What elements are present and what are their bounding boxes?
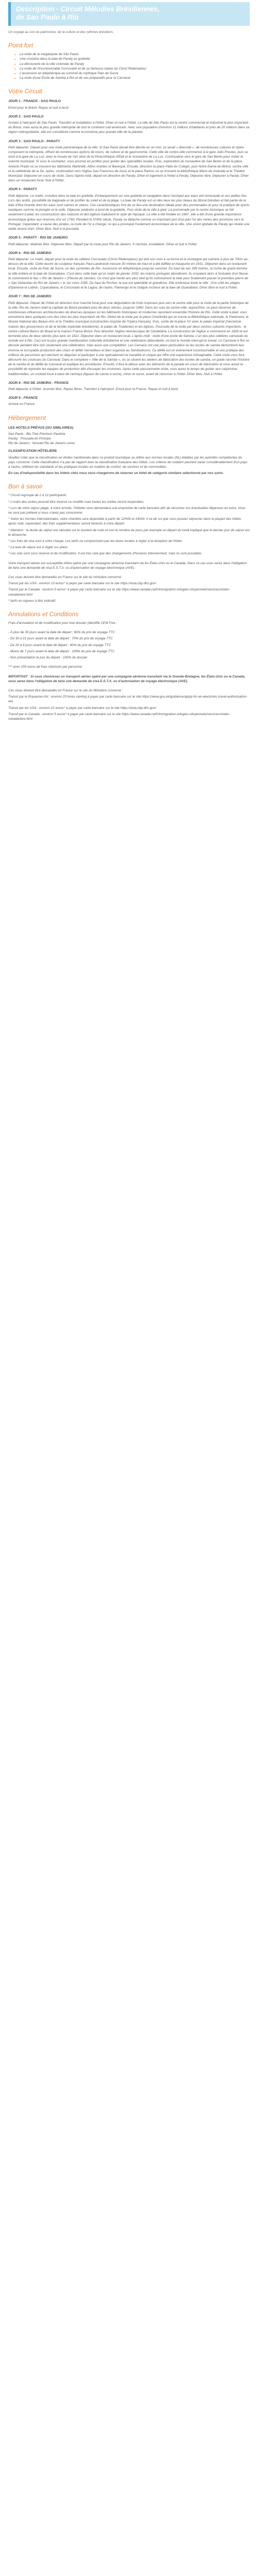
classification-note: En cas d'indisponibilité dans les hôtels cités nous vous chargerons de réserver un hôtel de catégorie similaire sélectionné par nos soins. bbox=[8, 471, 224, 476]
list-item: * Lors de votre séjour plage, à votre arrivée, l'hôtelier vous demandera une empreinte de carte bancaire afin de sécuriser vos éventuelles dépenses en extra. Vous ne sera pas prélevé si vous n'avez pas consommé. bbox=[8, 506, 246, 515]
cancel-item: - Moins de 7 jours avant la date de départ : 100% du prix de voyage TTC bbox=[8, 649, 115, 653]
section-title-points: Point fort bbox=[8, 42, 34, 49]
section-title-program: Votre Circuit bbox=[8, 88, 42, 95]
day-title: JOUR 1 : FRANCE - SAO PAULO bbox=[8, 99, 61, 104]
important-transit-line: Transit par le Canada : environ 5 euros* à payer par carte bancaire sur le site https://www.canada.ca/fr/immigration-refugies-citoyennete/services/visiter-canada/ave.html bbox=[8, 712, 230, 721]
list-item: • La visite d'une École de Samba à Rio et de ses préparatifs pour le Carnaval bbox=[20, 76, 250, 80]
program bbox=[8, 99, 250, 406]
hotel-item: Rio de Janeiro : Novotel Rio de Janeiro Leme bbox=[8, 442, 75, 446]
list-item: * Selon les normes internationales, votre chambre sera disponible à partir de 12H00 et 14h00. Il va de soi que vous pouvez séjourner dans la plupart des hôtels après midi, cependant, des frais supplémentaires seront facturés à votre départ. bbox=[8, 517, 241, 526]
day-title: JOUR 3 : SAO PAULO - PARATY bbox=[8, 139, 60, 143]
important-costs: Ces visas doivent être demandés en France sur le site du Ministère concerné : bbox=[8, 688, 123, 692]
transit-line: Transit par les USA : environ 13 euros* à payer par carte bancaire sur le site https://esta.cbp.dhs.gov/ bbox=[8, 582, 156, 586]
day-title: JOUR 8 : RIO DE JANEIRO - FRANCE bbox=[8, 381, 69, 385]
day-text: Envol pour le Brésil. Repas et nuit à bord. bbox=[8, 106, 69, 110]
cancel-note: *** avec 250 euros de frais minimum par personne bbox=[8, 665, 82, 669]
day-text: Arrivée en France. bbox=[8, 402, 36, 406]
hotels-heading: LES HOTELS PRÉVUS (OU SIMILAIRES) bbox=[8, 426, 74, 430]
transit-note: * tarifs en vigueur à titre indicatif. bbox=[8, 599, 56, 603]
list-item: * La taxe de séjour est à régler sur place. bbox=[8, 546, 69, 550]
important-transit-line: Transit par la Royaume-Uni : environ 23 livres sterling à payer par carte bancaire sur le site https://www.gov.uk/guidance/apply-for-an-electronic-travel-authorisation-eta bbox=[8, 695, 248, 704]
title-banner bbox=[8, 2, 250, 26]
list-item: • La visite de la mégalopole de São Paulo bbox=[20, 52, 250, 57]
classification-text: Veuillez noter que la classification en étoiles mentionnée dans ce produit touristique se réfère aux normes locales (NL) établies par les autorités compétentes du pays concerné. Cette classification n'a pas de rapport avec la classification française des hôtels. Les critères de notation peuvent varier considérablement d'un pays à l'autre, reflétant les standards et les pratiques locales en matière de confort, de services et de commodités. bbox=[8, 455, 248, 469]
day-text: Petit déjeuner. Départ pour une visite panoramique de la ville. Si Sao Paulo devait être décrite en un mot, ce serait « diversité », de nombreuses cultures et styles composent la métropole, offrant de nombreuses options de loisirs, de culture et de gastronomie. Cette ville de contre-ville commence à la gare Julio Prestes, puis se rend à la gare de La Luz, avec la musée de l'art situé de la Pinacothèque d'État et le monastère de La Luz. Continuation vers le gare de Sao Bento pour visiter le marché municipal. Si vous le souhaitez, vous pourrez en profiter pour goûter des spécialités locales. Puis, exploration du monastère de Sao Bento et de la place Antonio Prado où se trouvent les bâtiments Martinelli, Altino Arantes et Banespa. Ensuite, direction la place Pátio do Colégio, puis Notre-Dame-du-Brésil, centre-ville et la cathédrale de la Sé. Après, continuation vers l'église Sao Francisco de Assis et la place Ramos où se trouvent la bibliothèque Mário de Andrade et le Théâtre Municipal. Déjeuner en cours de visite. Dans l'après-midi, départ en direction de Paraty. Dîner et logement à l'hôtel à Paraty. Déjeuner libre. Déjeuner à Paraty. Dîner dans un restaurant local. Nuit à l'hôtel. bbox=[8, 145, 249, 183]
title-line-1: Description - Circuit Mélodies Brésiliennes, bbox=[16, 5, 160, 13]
list-item: * Les vols sont sous réserve et de modification. Il est très rare que des changements d'horaires interviennent, mais ils sont possibles. bbox=[8, 552, 202, 556]
day-title: JOUR 5 : PARATY - RIO DE JANEIRO bbox=[8, 236, 68, 240]
section-title-cancellation: Annulations et Conditions bbox=[8, 611, 79, 618]
list-item: * Circuit regroupé de 2 à 12 participants bbox=[8, 494, 67, 498]
list-item: * Les frais de visa sont à votre charge. Les tarifs ne comprennent pas les taxes locales à régler à la réception de l'hôtel. bbox=[8, 539, 183, 544]
cancel-item: - Non présentation le jour du départ : 100% du dossier bbox=[8, 656, 88, 660]
day-text: Petit déjeuner. Le matin, départ pour la visite du célèbre Corcovado (Christ Rédempteur) qui doit son nom à sa forme et la montagne qui culmine à plus de 700m au-dessus de la ville. Cette œuvre du sculpteur français Paul Landowski mesure 30 mètres de haut et a été édifiée et inaugurée en 1931. Déjeuner dans un restaurant local. Ensuite, visite du Pain de Sucre, un des symboles de Rio. Ascension en téléphérique jusqu'au sommet. Du haut de ses 395 mètres, la roche de granit domine la ville entière et la baie de Guanabara. C'est dans cette baie qu'un matin de janvier 1502, les marins portugais abordèrent. Ils croyaient alors à l'estuaire d'un fleuve, ils nommèrent le lieu « Rio de Janeiro » (Fleuve de Janvier). Ce n'est que trente ans plus tard qu'ils colonisèrent la baie pour finalement passer la première pierre de « Sao Sebastiao do Rio de Janeiro » le 1er mars 1565. Du haut du Rocher, la vue est splendide et grandiose. Elle embrasse toute la ville : d'un côté les plages d'Ipanema et Leblon, Copacabana, le Corcovado et le Lagoa, de l'autre, Flamengo et le chaque rocheux de la baie de Guanabara. Dîner libre et nuit à l'hôtel. bbox=[8, 257, 249, 290]
list-item: • Une croisière dans la baie de Paraty en goélette bbox=[20, 57, 250, 61]
day-text: Arrivée à l'aéroport de Sao Paulo. Transfert et installation à l'hôtel. Dîner et nuit à l'hôtel. La ville de São Paulo est le centre commercial et industriel le plus important du Brésil, mais aussi la plus grande métropole de tout le continent sud-américain. Avec une population d'environ 11 millions d'habitants et près de 20 millions dans sa région métropolitaine, elle est considérée comme la troisième plus grande ville de la planète. bbox=[8, 121, 250, 134]
section-title-hotels: Hébergement bbox=[8, 414, 46, 421]
transit-line: Transit par le Canada : environ 5 euros* à payer par carte bancaire sur le site https://www.canada.ca/fr/immigration-refugies-citoyennete/services/visiter-canada/ave.html bbox=[8, 588, 230, 597]
list-item: • La découverte de la ville coloniale de Paraty bbox=[20, 62, 250, 66]
important-text: IMPORTANT : Si vous choisissez un transport aérien opéré par une compagnie aérienne transitant via le Grande-Bretagne, les États-Unis ou le Canada, vous serez dans l'obligation de faire une demande de visa E.S.T.A. ou d'autorisation de voyage électronique (AVE). bbox=[8, 674, 246, 683]
list-item: • L'ascension en téléphérique au sommet du mythique Pain de Sucre bbox=[20, 71, 250, 76]
day-title: JOUR 6 : RIO DE JANEIRO bbox=[8, 251, 52, 255]
classification-heading: CLASSIFICATION HÔTELIÈRE bbox=[8, 449, 57, 453]
hotel-item: Sao Paulo : Blu Tree Premium Paulista bbox=[8, 432, 66, 436]
day-title: JOUR 4 : PARATY bbox=[8, 188, 37, 192]
day-title: JOUR 9 : FRANCE bbox=[8, 396, 38, 400]
cancel-intro: Frais d'annulation et de modification pour tout dossier (identifié CEM Fixe : bbox=[8, 621, 117, 625]
list-item: • La visite de l'incontournable Corcovado et de sa fameuse statue du Christ Rédempteur bbox=[20, 66, 250, 71]
section-title-good-to-know: Bon à savoir bbox=[8, 483, 43, 490]
list-item: * L'ordre des visites pourrait être inversé ou modifié mais toutes les visites seront respectées. bbox=[8, 500, 144, 504]
cancel-item: - À plus de 30 jours avant la date de départ : 60% du prix de voyage TTC bbox=[8, 631, 115, 635]
page-title bbox=[16, 5, 245, 22]
title-line-2: de Sao Paulo à Rio bbox=[16, 13, 79, 21]
points-list bbox=[8, 52, 250, 80]
hotel-item: Paraty : Pousada do Principe bbox=[8, 437, 51, 440]
day-text: Petit déjeuner. Matinée libre. Déjeuner libre. Départ par la route pour Rio de Janeiro. À l'arrivée, installation. Dîner et nuit à l'hôtel. bbox=[8, 242, 198, 246]
cancel-item: - De 20 à 8 jours avant la date de départ : 80% du prix de voyage TTC bbox=[8, 643, 111, 647]
list-item: * Attention : la durée du séjour est calculée sur le nombre de nuits et non le nombre de jours par exemple un départ du lundi implique que le dernier jour de séjour est le dimanche. bbox=[8, 528, 250, 537]
visa-text: Votre transport aérien est susceptible d'être opéré par une compagnie aérienne transitant via les États-Unis ou le Canada. Dans ce cas vous serez dans l'obligation de faire une demande de visa E.S.T.A. ou d'autorisation de voyage électronique (AVE). bbox=[8, 561, 247, 570]
visa-costs-text: Ces visas doivent être demandés en France sur le site du ministère concerné : bbox=[8, 575, 123, 580]
page bbox=[0, 2, 258, 729]
good-to-know-list bbox=[8, 493, 250, 556]
day-text: Petit déjeuner à l'hôtel. Journée libre. Repas libres. Transfert à l'aéroport. Envol pour la France. Repas et nuit à bord. bbox=[8, 387, 179, 391]
day-title: JOUR 7 : RIO DE JANEIRO bbox=[8, 295, 52, 299]
important-transit-line: Transit par les USA : environ 21 euros* à payer par carte bancaire sur le site https://esta.cbp.dhs.gov/ bbox=[8, 706, 156, 710]
day-text: Petit déjeuner. Le matin, croisière dans la baie en goélette. Embarquement sur une goélette et navigation dans l'archipel aux eaux vert émeraude et ses petites îles. Lors des arrêts, possibilité de baignade et de profiter du soleil et de la plage. La baie de Paraty est un des lieux les plus beaux du littoral brésilien et fait partie de la baie d'Ilha Grande dont les eaux sont calmes et claires. Ces caractéristiques font de ce lieu une destination idéale pour des promenades et pour la pratique de sports nautiques comme la plongée et la voile. Déjeuner pédestre à bord de la goélette. Puis visite de la ville à pied. La promenade par le centre historique se fait seulement à pied, les constructions des maisons et des églises traduisent le style de l'époque. La ville a été fondée en 1667, elle a été d'une grande importance économique grâce aux réserves d'or en 1760. Pendant le XVIIIe siècle, Paraty se détache comme un important port d'où part l'or des mines des provinces vers le Portugal. Cependant, à cause des pirates, la route de l'or a changé, ce qui a provoqué l'isolement économique de la ville. Une vision globale de Paraty qui révèle une réelle œuvre d'art. Dîner libre. Nuit à la pousada. bbox=[8, 194, 250, 231]
cancel-item: - De 30 à 21 jours avant la date de départ : 70% du prix de voyage TTC bbox=[8, 637, 113, 641]
intro-text: Un voyage au son du patrimoine, de la culture et des rythmes brésiliens. bbox=[8, 30, 114, 34]
day-text: Petit déjeuner. Départ de l'hôtel en direction d'un marché local pour une dégustation de fruits tropicaux puis vers le centre-ville pour la visite de la partie historique de la ville. Rio de Janeiro était la capitale du Brésil pendant près de deux siècles, jusqu'en 1960. Dans les rues du centre-ville, aujourd'hui, on peut observer de nombreuses influences architecturales de diverses époques où les bâtiments historiques et modernes racontent ensemble l'histoire de Rio. Cette visite à pied, vous emmènera dans quelques-uns des sites les plus importants de Rio. Début de la visite par la place Cinelândia qui se trouve la Bibliothèque nationale, le Parlement, le Musée National des Beaux-Arts et le Théâtre municipal (construction inspirée de l'Opéra français). Puis, sortie de la place XV avec le palais impérial (l'ancienne maison des gouverneurs et de la famille impériale brésilienne), le palais de Tiradentes et les églises. Poursuite de la visite par deux centres culturels importants : le centre culturel Banco do Brasil et la maison France-Brésil. Puis direction l'église néoclassique de Candelária. La construction de l'église a commencé en 1609 et est terminée plus de deux siècles plus tard, en 1811. Déjeuner dans un restaurant local. L'après-midi : visite d'une école de Samba. L'un des plus célèbres carnavals du monde est à Rio. Ceci est la plus grande manifestation culturelle brésilienne et une célébration débordante, où tout le monde interrupt le travail. Le Carnaval à Rio se déroule pendant être non seulement une célébration, mais aussi une compétition. Les Carnaux ont une place particulière où les écoles de samba démontrent leur énorme et incroyable production des chars et défilé merveilleux et bien organisé au Sambodromo. Ce défilé est un événement incontournable et une pratique des millions de personnes qui viennent se déguiser et participer à une spécialement la marabile et unique qui offre une expérience inimaginable. Cette visite vous fera découvrir les coulisses du Carnaval. Dans le complexe « Ville de la Samba », où se situent les ateliers de fabrication des écoles de samba, un guide raconte l'histoire de la samba et du défilé du Carnaval et explique les procédures. Ensuite, il fera le détour avec les éléments de la parade en cours de fabrication et vous aurez la possibilité de rejoindre les équipes de production afin d'essayer les costumes. Après cette passionnante visite, vous aurez le temps de goûter aux caïpirinhas traditionnelles, un cocktail local à base de cachaça (liqueur de canne à sucre), citron et sucre, avant de retourner à l'hôtel. Dîner libre. Nuit à l'hôtel. bbox=[8, 301, 250, 376]
day-title: JOUR 2 : SAO PAULO bbox=[8, 114, 44, 118]
